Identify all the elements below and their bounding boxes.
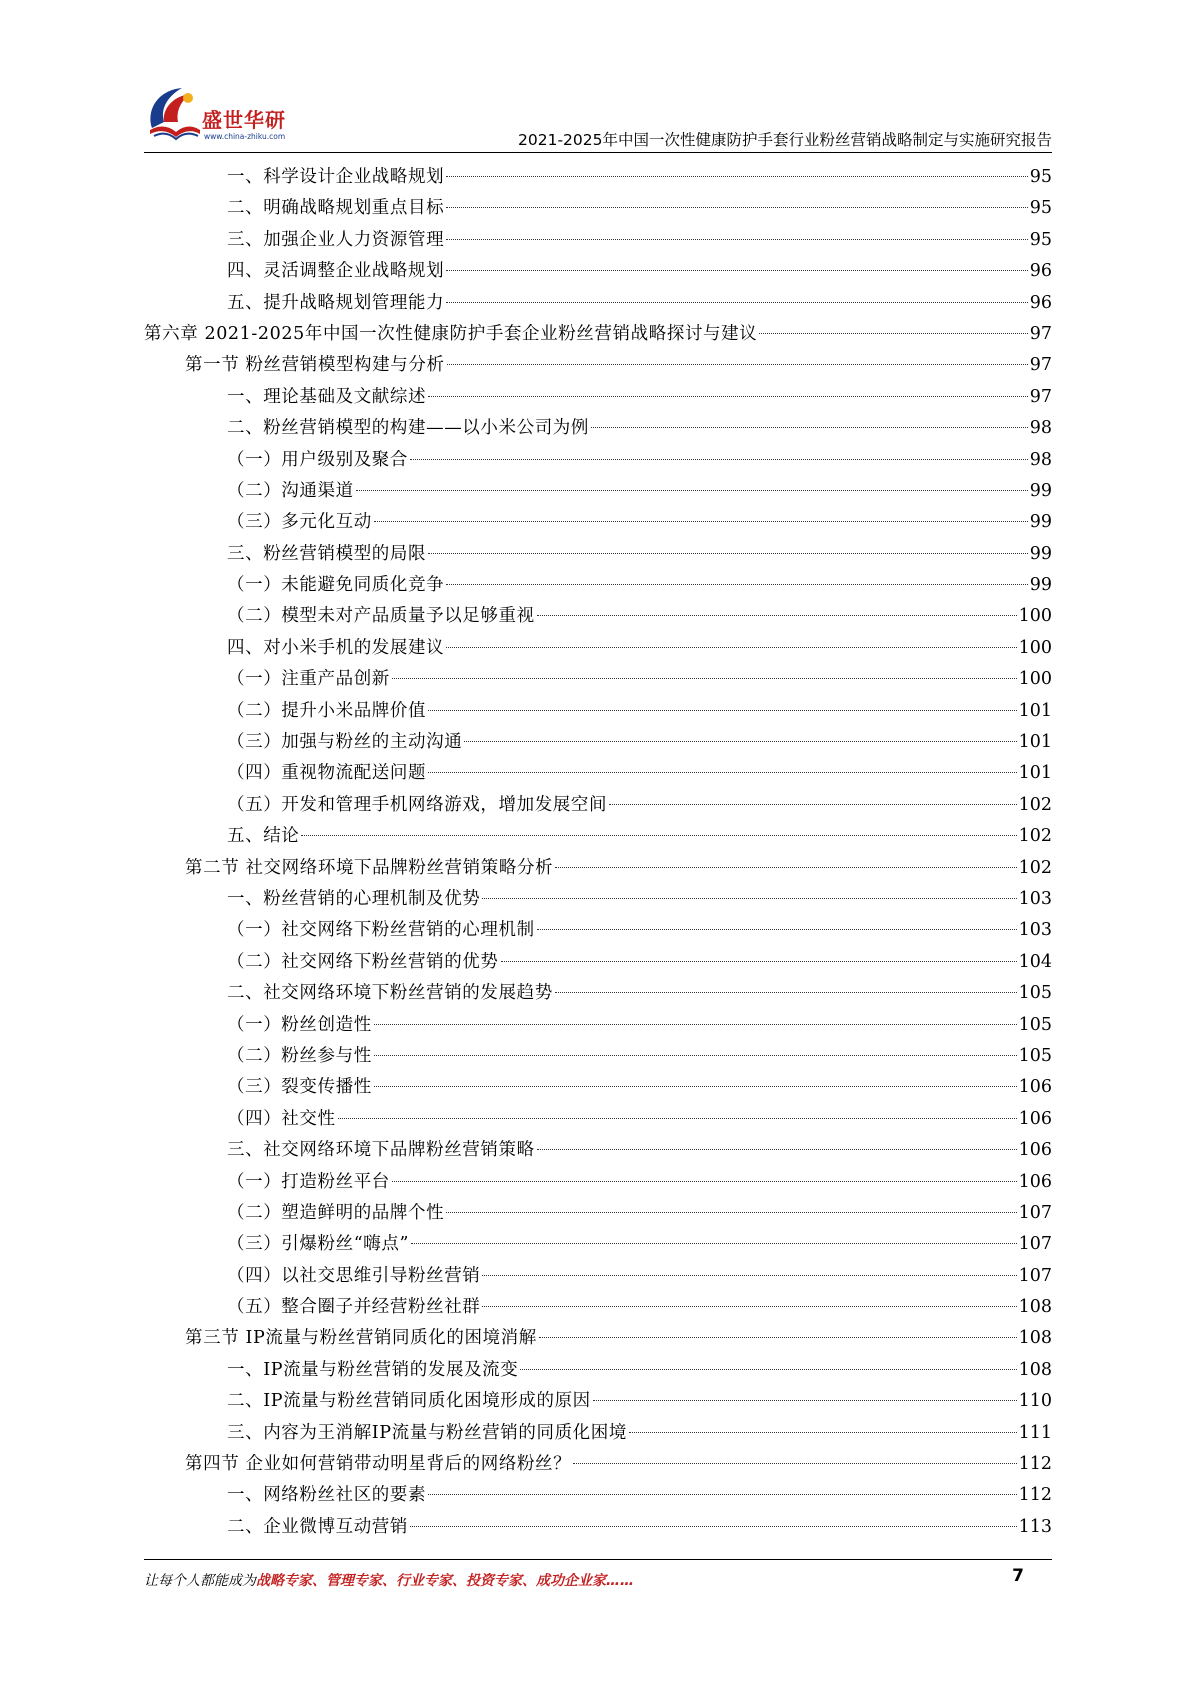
company-logo	[144, 82, 324, 148]
toc-entry-page: 102	[1018, 794, 1052, 815]
toc-entry-page: 112	[1018, 1485, 1052, 1506]
toc-entry-label: 一、理论基础及文献综述	[227, 386, 427, 407]
toc-entry-page: 103	[1018, 920, 1052, 941]
toc-entry-label: （一）粉丝创造性	[227, 1014, 372, 1035]
toc-leader-dots	[410, 459, 1028, 460]
toc-entry-label: 四、对小米手机的发展建议	[227, 637, 445, 658]
toc-entry[interactable]	[144, 601, 1052, 632]
toc-entry[interactable]	[144, 1323, 1052, 1354]
toc-leader-dots	[410, 1526, 1017, 1527]
toc-leader-dots	[338, 1118, 1017, 1119]
logo-name: 盛世华研	[202, 108, 286, 132]
toc-entry-label: （三）裂变传播性	[227, 1077, 372, 1098]
toc-entry[interactable]	[144, 758, 1052, 789]
toc-entry-label: （四）社交性	[227, 1108, 336, 1129]
toc-entry[interactable]	[144, 193, 1052, 224]
toc-entry-page: 106	[1018, 1140, 1052, 1161]
toc-leader-dots	[428, 710, 1016, 711]
footer-slogan	[144, 1570, 1024, 1590]
toc-entry[interactable]	[144, 319, 1052, 350]
toc-entry-page: 100	[1018, 669, 1052, 690]
toc-entry-page: 108	[1018, 1297, 1052, 1318]
toc-entry-label: （一）社交网络下粉丝营销的心理机制	[227, 920, 535, 941]
toc-entry-label: （三）多元化互动	[227, 512, 372, 533]
toc-entry-label: （二）模型未对产品质量予以足够重视	[227, 606, 535, 627]
toc-entry-page: 98	[1029, 418, 1052, 439]
toc-entry-label: 一、IP流量与粉丝营销的发展及流变	[227, 1359, 519, 1380]
toc-entry-label: 二、粉丝营销模型的构建——以小米公司为例	[227, 418, 589, 439]
toc-entry-page: 99	[1029, 543, 1052, 564]
toc-leader-dots	[482, 898, 1016, 899]
toc-entry[interactable]	[144, 539, 1052, 570]
toc-leader-dots	[482, 1306, 1016, 1307]
toc-entry-page: 107	[1018, 1202, 1052, 1223]
toc-entry-page: 105	[1018, 1014, 1052, 1035]
toc-entry-page: 99	[1029, 480, 1052, 501]
logo-emblem-icon	[144, 82, 204, 144]
toc-entry-label: 三、粉丝营销模型的局限	[227, 543, 427, 564]
toc-leader-dots	[464, 741, 1016, 742]
toc-entry-page: 106	[1018, 1108, 1052, 1129]
toc-entry-label: 一、科学设计企业战略规划	[227, 167, 445, 187]
toc-entry-page: 108	[1018, 1328, 1052, 1349]
toc-entry[interactable]	[144, 350, 1052, 381]
toc-entry-label: （三）加强与粉丝的主动沟通	[227, 732, 463, 753]
toc-leader-dots	[609, 804, 1016, 805]
toc-entry-page: 101	[1018, 700, 1052, 721]
toc-entry-page: 96	[1029, 292, 1052, 313]
toc-entry[interactable]	[144, 288, 1052, 319]
toc-entry-label: 二、社交网络环境下粉丝营销的发展趋势	[227, 983, 553, 1004]
footer-divider	[144, 1559, 1052, 1560]
toc-entry[interactable]	[144, 1512, 1052, 1543]
toc-entry[interactable]	[144, 1418, 1052, 1449]
toc-leader-dots	[447, 364, 1028, 365]
toc-entry[interactable]	[144, 476, 1052, 507]
toc-entry-page: 103	[1018, 888, 1052, 909]
toc-leader-dots	[411, 1243, 1017, 1244]
toc-leader-dots	[446, 647, 1016, 648]
toc-entry[interactable]	[144, 1010, 1052, 1041]
toc-leader-dots	[356, 490, 1028, 491]
toc-entry-page: 112	[1018, 1454, 1052, 1475]
toc-entry[interactable]	[144, 853, 1052, 884]
toc-entry-label: （三）引爆粉丝“嗨点”	[227, 1234, 409, 1255]
toc-leader-dots	[446, 1212, 1016, 1213]
toc-entry-page: 110	[1018, 1391, 1052, 1412]
toc-entry-page: 95	[1029, 167, 1052, 187]
toc-entry-label: 五、结论	[227, 826, 300, 847]
toc-entry-label: （二）沟通渠道	[227, 480, 354, 501]
toc-entry[interactable]	[144, 1167, 1052, 1198]
toc-entry-label: 第二节 社交网络环境下品牌粉丝营销策略分析	[185, 857, 554, 878]
toc-leader-dots	[537, 929, 1017, 930]
toc-entry[interactable]	[144, 382, 1052, 413]
toc-entry-page: 95	[1029, 229, 1052, 250]
toc-entry-label: 四、灵活调整企业战略规划	[227, 261, 445, 282]
toc-entry-label: （一）用户级别及聚合	[227, 449, 408, 470]
toc-leader-dots	[374, 1024, 1017, 1025]
toc-entry[interactable]	[144, 696, 1052, 727]
toc-leader-dots	[591, 427, 1028, 428]
toc-entry[interactable]	[144, 1355, 1052, 1386]
toc-entry-page: 107	[1018, 1265, 1052, 1286]
toc-leader-dots	[573, 1463, 1016, 1464]
toc-entry-label: （一）未能避免同质化竞争	[227, 575, 445, 596]
toc-entry[interactable]	[144, 1386, 1052, 1417]
toc-entry-label: 一、粉丝营销的心理机制及优势	[227, 888, 481, 909]
toc-leader-dots	[555, 992, 1017, 993]
toc-entry[interactable]	[144, 821, 1052, 852]
toc-entry-label: 五、提升战略规划管理能力	[227, 292, 445, 313]
toc-entry[interactable]	[144, 947, 1052, 978]
toc-entry-page: 98	[1029, 449, 1052, 470]
toc-entry-page: 100	[1018, 637, 1052, 658]
toc-entry[interactable]	[144, 570, 1052, 601]
toc-entry[interactable]	[144, 162, 1052, 193]
toc-leader-dots	[759, 333, 1027, 334]
toc-leader-dots	[537, 1149, 1017, 1150]
toc-leader-dots	[301, 835, 1016, 836]
toc-entry[interactable]	[144, 915, 1052, 946]
toc-leader-dots	[520, 1369, 1016, 1370]
toc-entry-page: 111	[1018, 1422, 1052, 1443]
toc-leader-dots	[428, 772, 1016, 773]
toc-entry-label: （一）注重产品创新	[227, 669, 390, 690]
toc-entry-label: （二）社交网络下粉丝营销的优势	[227, 951, 499, 972]
toc-leader-dots	[593, 1400, 1017, 1401]
toc-leader-dots	[446, 239, 1028, 240]
toc-entry[interactable]	[144, 1261, 1052, 1292]
toc-leader-dots	[428, 396, 1028, 397]
toc-entry-label: （五）整合圈子并经营粉丝社群	[227, 1297, 481, 1318]
toc-entry-page: 99	[1029, 575, 1052, 596]
toc-leader-dots	[446, 584, 1028, 585]
toc-leader-dots	[374, 521, 1028, 522]
toc-entry[interactable]	[144, 1229, 1052, 1260]
toc-leader-dots	[482, 1275, 1016, 1276]
toc-entry[interactable]	[144, 256, 1052, 287]
toc-entry[interactable]	[144, 1104, 1052, 1135]
toc-entry-page: 113	[1018, 1516, 1052, 1537]
toc-entry[interactable]	[144, 1292, 1052, 1323]
toc-entry-page: 100	[1018, 606, 1052, 627]
toc-entry-page: 101	[1018, 732, 1052, 753]
toc-entry-page: 95	[1029, 198, 1052, 219]
toc-entry-label: 一、网络粉丝社区的要素	[227, 1485, 427, 1506]
toc-entry-label: 二、企业微博互动营销	[227, 1516, 408, 1537]
logo-url: www.china-zhiku.com	[204, 132, 286, 141]
toc-entry[interactable]	[144, 1072, 1052, 1103]
toc-leader-dots	[501, 961, 1017, 962]
toc-entry-page: 97	[1029, 355, 1052, 376]
toc-entry-label: 三、社交网络环境下品牌粉丝营销策略	[227, 1140, 535, 1161]
toc-leader-dots	[629, 1432, 1017, 1433]
toc-entry-page: 97	[1029, 386, 1052, 407]
toc-entry-page: 105	[1018, 983, 1052, 1004]
footer-slogan-highlight: 战略专家、管理专家、行业专家、投资专家、成功企业家……	[256, 1573, 634, 1589]
toc-entry[interactable]	[144, 445, 1052, 476]
toc-leader-dots	[374, 1055, 1017, 1056]
toc-leader-dots	[537, 615, 1017, 616]
toc-entry-label: 第六章 2021-2025年中国一次性健康防护手套企业粉丝营销战略探讨与建议	[144, 323, 758, 344]
toc-entry-page: 108	[1018, 1359, 1052, 1380]
toc-entry-page: 102	[1018, 857, 1052, 878]
toc-entry-page: 107	[1018, 1234, 1052, 1255]
toc-entry-label: 第三节 IP流量与粉丝营销同质化的困境消解	[185, 1328, 537, 1349]
toc-entry-label: （二）粉丝参与性	[227, 1045, 372, 1066]
toc-entry-label: 三、内容为王消解IP流量与粉丝营销的同质化困境	[227, 1422, 627, 1443]
toc-entry-label: 第一节 粉丝营销模型构建与分析	[185, 355, 445, 376]
toc-entry[interactable]	[144, 413, 1052, 444]
toc-entry-label: （一）打造粉丝平台	[227, 1171, 390, 1192]
toc-leader-dots	[392, 1181, 1017, 1182]
toc-entry-label: （二）塑造鲜明的品牌个性	[227, 1202, 445, 1223]
toc-leader-dots	[428, 553, 1028, 554]
toc-entry[interactable]	[144, 978, 1052, 1009]
toc-leader-dots	[446, 302, 1028, 303]
toc-leader-dots	[428, 1494, 1016, 1495]
toc-entry-page: 104	[1018, 951, 1052, 972]
toc-entry-label: （五）开发和管理手机网络游戏，增加发展空间	[227, 794, 608, 815]
toc-entry-page: 101	[1018, 763, 1052, 784]
toc-leader-dots	[446, 176, 1028, 177]
toc-entry-label: 三、加强企业人力资源管理	[227, 229, 445, 250]
toc-entry-label: （四）重视物流配送问题	[227, 763, 427, 784]
toc-entry-page: 99	[1029, 512, 1052, 533]
toc-entry-page: 106	[1018, 1077, 1052, 1098]
toc-entry[interactable]	[144, 1198, 1052, 1229]
toc-entry-page: 106	[1018, 1171, 1052, 1192]
toc-entry[interactable]	[144, 1041, 1052, 1072]
toc-leader-dots	[446, 270, 1028, 271]
toc-entry-label: 二、明确战略规划重点目标	[227, 198, 445, 219]
toc-entry-label: 第四节 企业如何营销带动明星背后的网络粉丝？	[185, 1454, 572, 1475]
toc-leader-dots	[539, 1337, 1017, 1338]
toc-entry[interactable]	[144, 225, 1052, 256]
footer-slogan-prefix: 让每个人都能成为	[144, 1573, 256, 1589]
toc-leader-dots	[392, 678, 1017, 679]
table-of-contents	[144, 162, 1052, 1543]
toc-entry[interactable]	[144, 633, 1052, 664]
toc-entry-page: 97	[1029, 323, 1052, 344]
toc-entry[interactable]	[144, 1480, 1052, 1511]
toc-entry[interactable]	[144, 664, 1052, 695]
toc-entry[interactable]	[144, 1449, 1052, 1480]
toc-entry-label: （四）以社交思维引导粉丝营销	[227, 1265, 481, 1286]
toc-entry-page: 102	[1018, 826, 1052, 847]
header-divider	[144, 152, 1052, 153]
toc-entry[interactable]	[144, 727, 1052, 758]
toc-entry-page: 105	[1018, 1045, 1052, 1066]
toc-entry[interactable]	[144, 884, 1052, 915]
toc-entry[interactable]	[144, 790, 1052, 821]
toc-leader-dots	[446, 207, 1028, 208]
report-title: 2021-2025年中国一次性健康防护手套行业粉丝营销战略制定与实施研究报告	[518, 131, 1052, 149]
toc-entry-page: 96	[1029, 261, 1052, 282]
toc-leader-dots	[555, 867, 1016, 868]
page-number: 7	[1012, 1566, 1024, 1586]
toc-entry-label: （二）提升小米品牌价值	[227, 700, 427, 721]
toc-entry[interactable]	[144, 507, 1052, 538]
toc-entry[interactable]	[144, 1135, 1052, 1166]
page-header	[144, 82, 1052, 152]
toc-entry-label: 二、IP流量与粉丝营销同质化困境形成的原因	[227, 1391, 591, 1412]
toc-leader-dots	[374, 1086, 1017, 1087]
